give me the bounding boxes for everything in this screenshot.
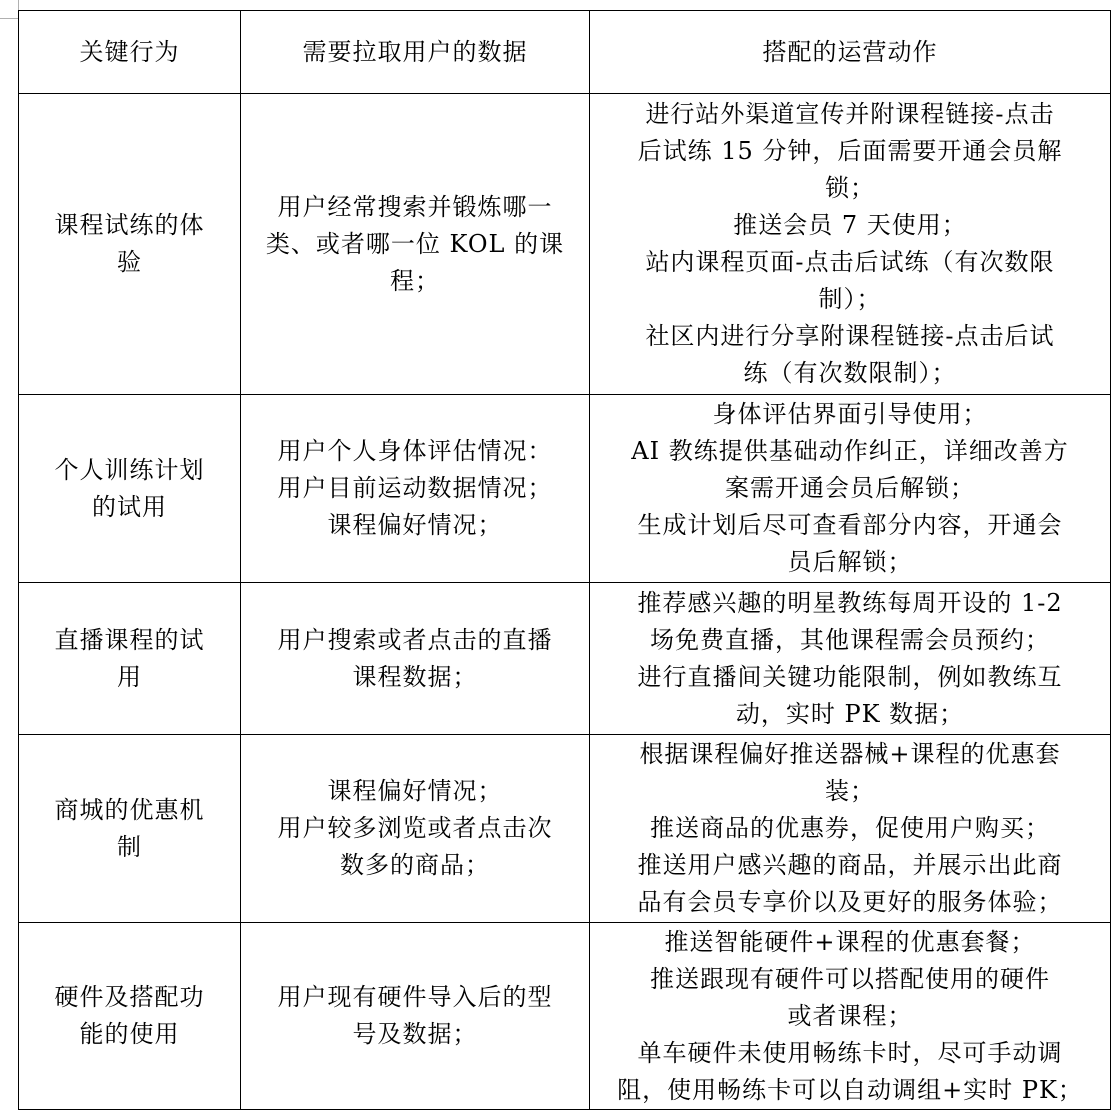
operations-table: [18, 10, 1111, 1110]
text-line: 程；: [390, 266, 440, 295]
text-line: 员后解锁；: [787, 548, 913, 576]
text-line: 单车硬件未使用畅练卡时，尽可手动调: [637, 1038, 1063, 1067]
text-line: 进行站外渠道宣传并附课程链接-点击: [645, 100, 1055, 128]
cell-ops: [590, 583, 1111, 735]
text-line: 个人训练计划: [54, 455, 205, 484]
text-line: 硬件及搭配功: [54, 983, 205, 1011]
header-user-data: 需要拉取用户的数据: [241, 11, 590, 94]
table-row: [19, 583, 1111, 735]
text-line: 场免费直播，其他课程需会员预约；: [650, 625, 1050, 654]
header-key-behavior: 关键行为: [19, 11, 241, 94]
text-line: 用: [117, 662, 142, 691]
page-corner-mark: [0, 0, 19, 19]
cell-data: [241, 94, 590, 395]
table-row: [19, 923, 1111, 1110]
text-line: 用户个人身体评估情况：: [277, 437, 553, 465]
cell-behavior: [19, 94, 241, 395]
text-line: 生成计划后尽可查看部分内容，开通会: [637, 511, 1063, 539]
text-line: 用户经常搜索并锻炼哪一: [277, 192, 553, 221]
table-row: [19, 94, 1111, 395]
text-line: 制）；: [818, 285, 882, 313]
text-line: 课程偏好情况；: [327, 511, 503, 539]
text-line: 课程试练的体: [54, 211, 205, 239]
text-line: 商城的优惠机: [54, 795, 205, 824]
table-row: [19, 395, 1111, 583]
text-line: 制: [117, 832, 142, 861]
cell-ops: [590, 94, 1111, 395]
text-line: AI 教练提供基础动作纠正，详细改善方: [631, 437, 1069, 465]
text-line: 用户现有硬件导入后的型: [277, 983, 553, 1011]
text-line: 课程偏好情况；: [327, 777, 503, 805]
cell-behavior: [19, 923, 241, 1110]
text-line: 用户搜索或者点击的直播: [277, 625, 553, 654]
table-row: [19, 735, 1111, 923]
text-line: 推送智能硬件+课程的优惠套餐；: [664, 927, 1036, 956]
text-line: 后试练 15 分钟，后面需要开通会员解: [637, 137, 1063, 165]
text-line: 社区内进行分享附课程链接-点击后试: [645, 322, 1055, 350]
text-line: 数多的商品；: [340, 851, 490, 879]
cell-ops: [590, 735, 1111, 923]
text-line: 课程数据；: [352, 662, 478, 691]
text-line: 锁；: [825, 174, 875, 202]
text-line: 推送商品的优惠券，促使用户购买；: [650, 814, 1050, 842]
cell-behavior: [19, 395, 241, 583]
text-line: 站内课程页面-点击后试练（有次数限: [645, 248, 1055, 276]
text-line: 的试用: [92, 492, 167, 521]
text-line: 验: [117, 248, 142, 276]
text-line: 阻，使用畅练卡可以自动调组+实时 PK；: [617, 1075, 1083, 1104]
text-line: 动，实时 PK 数据；: [735, 699, 965, 728]
text-line: 推送跟现有硬件可以搭配使用的硬件: [650, 964, 1050, 993]
text-line: 用户较多浏览或者点击次: [277, 814, 553, 842]
cell-data: [241, 923, 590, 1110]
text-line: 推荐感兴趣的明星教练每周开设的 1-2: [637, 588, 1063, 617]
text-line: 用户目前运动数据情况；: [277, 474, 553, 502]
cell-data: [241, 735, 590, 923]
text-line: 案需开通会员后解锁；: [725, 474, 975, 502]
header-ops-actions: 搭配的运营动作: [590, 11, 1111, 94]
cell-data: [241, 395, 590, 583]
text-line: 推送用户感兴趣的商品，并展示出此商: [637, 851, 1063, 879]
text-line: 号及数据；: [352, 1020, 478, 1048]
text-line: 类、或者哪一位 KOL 的课: [265, 229, 565, 258]
cell-data: [241, 583, 590, 735]
text-line: 推送会员 7 天使用；: [733, 211, 967, 239]
text-line: 根据课程偏好推送器械+课程的优惠套: [639, 740, 1061, 768]
cell-behavior: [19, 735, 241, 923]
text-line: 身体评估界面引导使用；: [712, 400, 988, 428]
text-line: 练（有次数限制）；: [743, 359, 957, 387]
table-header-row: [19, 11, 1111, 94]
text-line: 直播课程的试: [54, 625, 205, 654]
text-line: 品有会员专享价以及更好的服务体验；: [637, 888, 1063, 916]
text-line: 装；: [825, 777, 875, 805]
text-line: 进行直播间关键功能限制，例如教练互: [637, 662, 1063, 691]
cell-ops: [590, 923, 1111, 1110]
text-line: 能的使用: [79, 1020, 180, 1048]
text-line: 或者课程；: [787, 1001, 913, 1030]
cell-behavior: [19, 583, 241, 735]
cell-ops: [590, 395, 1111, 583]
